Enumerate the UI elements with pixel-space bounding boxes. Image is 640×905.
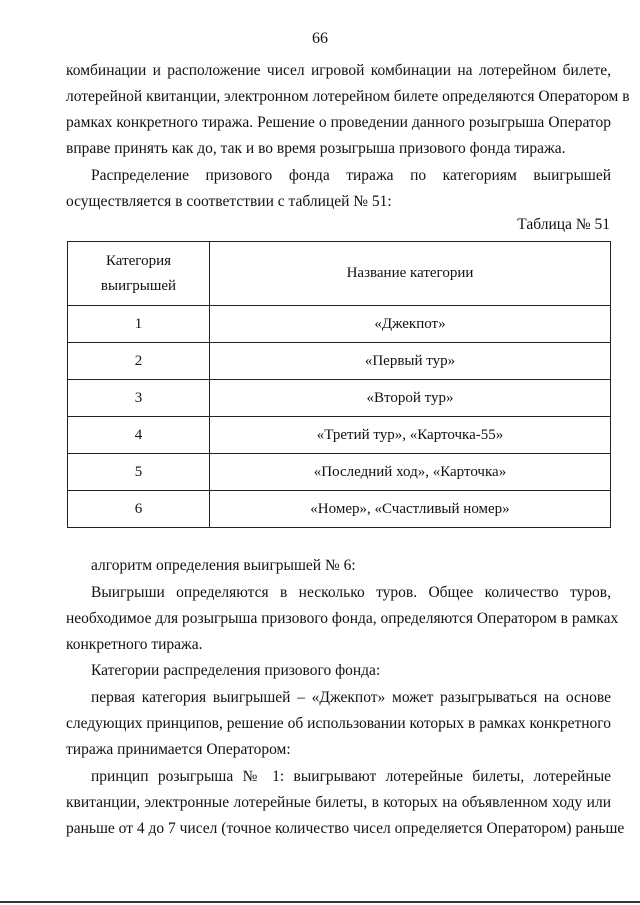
rounds-paragraph [66,580,619,658]
distribution-paragraph [66,163,611,215]
text-line: комбинации и расположение чисел игровой комбинации на лотерейном билете, [66,62,611,79]
page-number: 66 [312,30,328,47]
algorithm-paragraph [66,553,611,579]
table-row [68,454,611,491]
category-name: «Второй тур» [210,380,611,417]
principle-paragraph [66,764,625,842]
header-category-line2: выигрышей [100,277,177,294]
text-line: вправе принять как до, так и во время розыгрыша призового фонда тиража. [66,140,566,157]
text-line: Распределение призового фонда тиража по категориям выигрышей [91,167,611,184]
prize-category-table [67,241,611,528]
page-edge-divider [0,901,640,903]
text-line: Категории распределения призового фонда: [91,662,381,679]
text-line: лотерейной квитанции, электронном лотерейном билете определяются Оператором в [66,88,630,105]
category-name: «Номер», «Счастливый номер» [210,491,611,528]
text-line: первая категория выигрышей – «Джекпот» может разыгрываться на основе [91,689,611,706]
text-line: принцип розыгрыша № 1: выигрывают лотерейные билеты, лотерейные [91,768,611,785]
text-line: тиража принимается Оператором: [66,741,291,758]
text-line: осуществляется в соответствии с таблицей № 51: [66,193,392,210]
table-row [68,306,611,343]
text-line: раньше от 4 до 7 чисел (точное количество чисел определяется Оператором) раньше [66,820,625,837]
category-number: 1 [68,306,210,343]
table-caption: Таблица № 51 [517,216,610,233]
text-line: Выигрыши определяются в несколько туров. Общее количество туров, [91,584,611,601]
text-line: квитанции, электронные лотерейные билеты, в которых на объявленном ходу или [66,794,611,811]
table-header-row [68,242,611,306]
category-number: 3 [68,380,210,417]
table-row [68,491,611,528]
text-line: алгоритм определения выигрышей № 6: [91,557,356,574]
header-category [68,242,210,306]
category-name: «Джекпот» [210,306,611,343]
category-name: «Последний ход», «Карточка» [210,454,611,491]
text-line: рамках конкретного тиража. Решение о проведении данного розыгрыша Оператор [66,114,611,131]
text-line: конкретного тиража. [66,636,203,653]
category-number: 4 [68,417,210,454]
header-name: Название категории [210,242,611,306]
category-number: 2 [68,343,210,380]
first-category-paragraph [66,685,611,763]
category-name: «Первый тур» [210,343,611,380]
category-number: 6 [68,491,210,528]
header-category-line1: Категория [106,252,171,269]
categories-paragraph [66,658,611,684]
table-row [68,343,611,380]
category-name: «Третий тур», «Карточка-55» [210,417,611,454]
table-row [68,417,611,454]
text-line: следующих принципов, решение об использовании которых в рамках конкретного [66,715,611,732]
intro-paragraph [66,58,630,162]
text-line: необходимое для розыгрыша призового фонда, определяются Оператором в рамках [66,610,619,627]
table-row [68,380,611,417]
category-number: 5 [68,454,210,491]
